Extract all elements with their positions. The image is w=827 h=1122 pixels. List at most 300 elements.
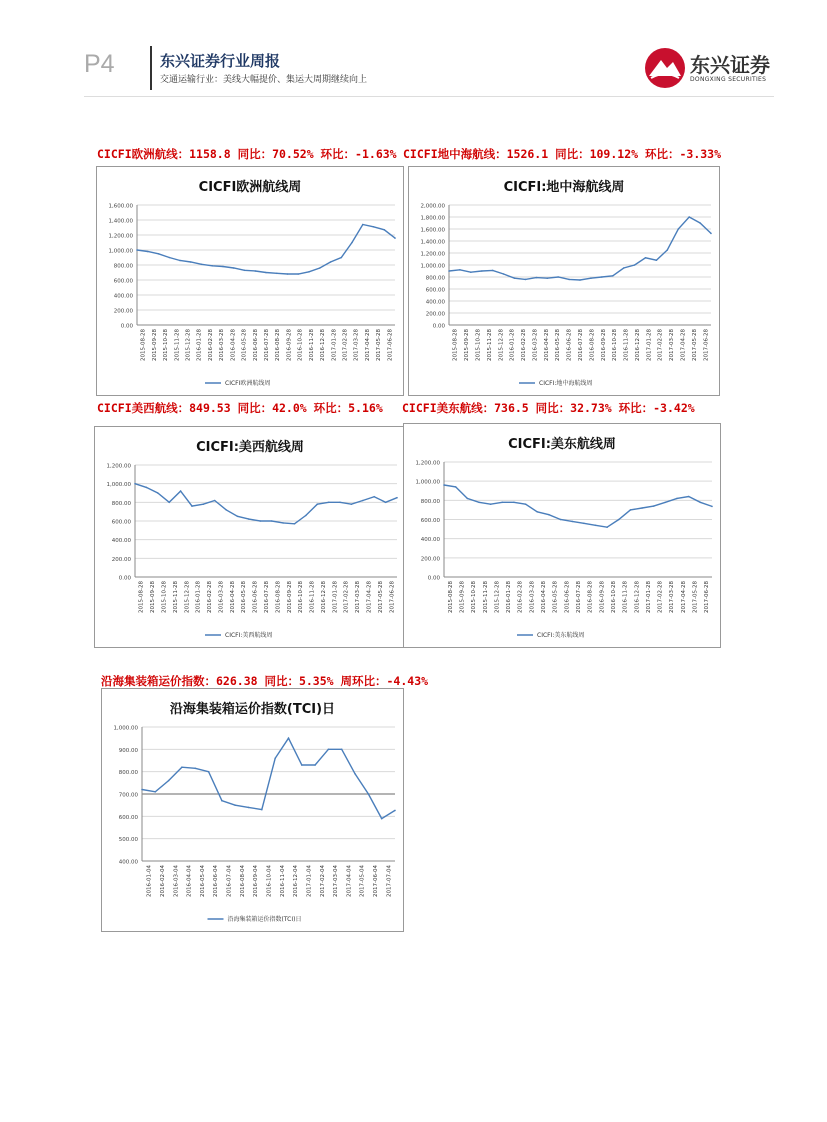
x-tick-label: 2016-10-28 [298, 581, 305, 613]
x-tick-label: 2016-03-28 [218, 581, 225, 613]
logo-english: DONGXING SECURITIES [690, 76, 767, 83]
x-tick-label: 2015-12-28 [184, 581, 191, 613]
x-tick-label: 2017-02-28 [657, 581, 664, 613]
x-tick-label: 2016-07-28 [578, 329, 584, 361]
data-point [368, 793, 370, 795]
data-point [271, 520, 273, 522]
y-tick-label: 1,600.00 [420, 227, 445, 234]
x-tick-label: 2016-09-04 [253, 865, 260, 897]
y-tick-label: 800.00 [113, 263, 133, 270]
data-point [514, 277, 516, 279]
series-line [142, 738, 395, 818]
x-tick-label: 2017-05-28 [376, 329, 383, 361]
data-point [711, 506, 713, 508]
chart-title: 沿海集装箱运价指数(TCI)日 [169, 702, 336, 717]
x-tick-label: 2017-05-28 [692, 581, 699, 613]
data-point [478, 502, 480, 504]
data-point [653, 505, 655, 507]
x-tick-label: 2015-11-28 [172, 581, 179, 613]
data-point [157, 492, 159, 494]
x-tick-label: 2017-06-28 [704, 581, 711, 613]
data-point [595, 525, 597, 527]
x-tick-label: 2016-08-28 [587, 581, 594, 613]
x-tick-label: 2017-06-04 [373, 865, 380, 897]
series-line [444, 485, 712, 527]
caption-europe: CICFI欧洲航线：1158.8 同比：70.52% 环比：-1.63% [97, 147, 397, 161]
x-tick-label: 2016-02-28 [521, 329, 528, 361]
data-point [503, 273, 505, 275]
x-tick-label: 2016-09-28 [599, 581, 606, 613]
logo-text: 东兴证券 [690, 53, 770, 77]
x-tick-label: 2017-04-28 [364, 329, 371, 361]
y-tick-label: 600.00 [420, 518, 440, 524]
x-tick-label: 2017-03-28 [355, 581, 362, 613]
x-tick-label: 2017-03-04 [333, 865, 340, 897]
data-point [443, 484, 445, 486]
x-tick-label: 2016-07-28 [264, 581, 270, 613]
x-tick-label: 2017-01-04 [306, 865, 313, 897]
y-tick-label: 400.00 [118, 859, 138, 866]
x-tick-label: 2015-09-28 [150, 581, 157, 613]
data-point [583, 523, 585, 525]
data-point [195, 768, 197, 770]
series-line [449, 217, 711, 280]
y-tick-label: 1,400.00 [420, 239, 445, 246]
y-tick-label: 2,000.00 [420, 203, 445, 210]
x-tick-label: 2017-06-28 [387, 329, 394, 361]
y-tick-label: 800.00 [420, 498, 440, 505]
y-tick-label: 1,200.00 [106, 463, 131, 470]
data-point [513, 502, 515, 504]
data-point [536, 277, 538, 279]
y-tick-label: 1,800.00 [420, 215, 445, 222]
y-tick-label: 600.00 [113, 278, 133, 285]
data-point [158, 253, 160, 255]
data-point [308, 271, 310, 273]
chart-mediterranean [408, 166, 720, 396]
data-point [351, 503, 353, 505]
data-point [260, 520, 262, 522]
x-tick-label: 2015-12-28 [185, 329, 192, 361]
x-tick-label: 2017-05-04 [359, 865, 366, 897]
x-tick-label: 2015-09-28 [151, 329, 158, 361]
y-tick-label: 700.00 [118, 792, 138, 799]
data-point [155, 791, 157, 793]
data-point [168, 502, 170, 504]
x-tick-label: 2017-02-04 [319, 865, 326, 897]
y-tick-label: 1,200.00 [415, 460, 440, 467]
data-point [282, 522, 284, 524]
data-point [699, 222, 701, 224]
data-point [314, 764, 316, 766]
x-tick-label: 2016-04-28 [543, 329, 550, 361]
data-point [448, 270, 450, 272]
x-tick-label: 2015-10-28 [475, 329, 482, 361]
data-point [481, 270, 483, 272]
x-tick-label: 2016-08-04 [239, 865, 246, 897]
x-tick-label: 2016-06-28 [252, 329, 259, 361]
data-point [208, 771, 210, 773]
data-point [319, 267, 321, 269]
chart-coastal-index [101, 688, 404, 932]
x-tick-label: 2016-06-28 [566, 329, 573, 361]
data-point [618, 519, 620, 521]
x-tick-label: 2015-10-28 [471, 581, 478, 613]
data-point [136, 249, 138, 251]
x-tick-label: 2016-02-28 [517, 581, 524, 613]
legend-label: CICFI:美东航线周 [537, 632, 585, 639]
x-tick-label: 2016-03-28 [219, 329, 226, 361]
x-tick-label: 2016-01-04 [146, 865, 153, 897]
x-tick-label: 2016-05-28 [552, 581, 559, 613]
data-point [579, 279, 581, 281]
x-tick-label: 2017-04-28 [680, 581, 687, 613]
y-tick-label: 1,400.00 [108, 218, 133, 225]
data-point [233, 267, 235, 269]
data-point [525, 279, 527, 281]
x-tick-label: 2017-03-28 [353, 329, 360, 361]
x-tick-label: 2016-08-28 [589, 329, 596, 361]
data-point [394, 810, 396, 812]
x-tick-label: 2016-11-28 [308, 329, 315, 361]
y-tick-label: 1,000.00 [113, 725, 138, 732]
y-tick-label: 200.00 [113, 308, 133, 315]
y-tick-label: 400.00 [113, 293, 133, 300]
y-tick-label: 500.00 [118, 837, 138, 844]
x-tick-label: 2016-05-28 [241, 581, 248, 613]
data-point [288, 737, 290, 739]
data-point [630, 509, 632, 511]
data-point [492, 270, 494, 272]
x-tick-label: 2017-02-28 [657, 329, 664, 361]
data-point [341, 257, 343, 259]
data-point [294, 523, 296, 525]
y-tick-label: 200.00 [425, 311, 445, 318]
chart-svg [409, 167, 719, 395]
x-tick-label: 2015-11-28 [174, 329, 181, 361]
x-tick-label: 2016-05-04 [199, 865, 206, 897]
legend-label: CICFI:地中海航线周 [539, 380, 593, 387]
data-point [276, 273, 278, 275]
y-tick-label: 0.00 [432, 323, 445, 330]
data-point [147, 251, 149, 253]
data-point [502, 502, 504, 504]
y-tick-label: 1,000.00 [108, 248, 133, 255]
x-tick-label: 2015-09-28 [464, 329, 471, 361]
x-tick-label: 2016-05-28 [241, 329, 248, 361]
chart-title: CICFI欧洲航线周 [198, 180, 302, 195]
data-point [221, 800, 223, 802]
data-point [255, 270, 257, 272]
data-point [656, 259, 658, 261]
x-tick-label: 2017-01-28 [331, 329, 338, 361]
series-line [135, 484, 397, 524]
x-tick-label: 2015-08-28 [452, 329, 459, 361]
caption-us-east: CICFI美东航线：736.5 同比：32.73% 环比：-3.42% [402, 401, 695, 415]
x-tick-label: 2016-08-28 [275, 581, 282, 613]
data-point [381, 818, 383, 820]
x-tick-label: 2016-04-28 [541, 581, 548, 613]
x-tick-label: 2017-03-28 [669, 329, 676, 361]
data-point [212, 265, 214, 267]
x-tick-label: 2016-03-04 [173, 865, 180, 897]
x-tick-label: 2017-04-04 [346, 865, 353, 897]
chart-svg [97, 167, 403, 395]
legend-label: CICFI:美西航线周 [225, 632, 273, 639]
data-point [274, 758, 276, 760]
y-tick-label: 0.00 [118, 575, 131, 582]
x-tick-label: 2016-06-28 [252, 581, 259, 613]
x-tick-label: 2016-01-28 [509, 329, 516, 361]
y-tick-label: 0.00 [120, 323, 133, 330]
data-point [190, 261, 192, 263]
y-tick-label: 200.00 [420, 556, 440, 563]
data-point [244, 270, 246, 272]
data-point [548, 514, 550, 516]
y-tick-label: 1,000.00 [420, 263, 445, 270]
y-tick-label: 400.00 [425, 299, 445, 306]
x-tick-label: 2016-01-28 [506, 581, 513, 613]
data-point [676, 498, 678, 500]
y-tick-label: 900.00 [118, 747, 138, 754]
data-point [222, 266, 224, 268]
x-tick-label: 2017-02-28 [343, 581, 350, 613]
y-tick-label: 1,600.00 [108, 203, 133, 210]
x-tick-label: 2015-09-28 [459, 581, 466, 613]
data-point [641, 507, 643, 509]
x-tick-label: 2016-01-28 [196, 329, 203, 361]
chart-us-east [403, 423, 721, 648]
y-tick-label: 200.00 [111, 556, 131, 563]
x-tick-label: 2015-12-28 [498, 329, 505, 361]
y-tick-label: 1,000.00 [106, 482, 131, 489]
x-tick-label: 2016-09-28 [600, 329, 607, 361]
logo-mark-icon [643, 46, 687, 90]
data-point [467, 498, 469, 500]
data-point [394, 237, 396, 239]
x-tick-label: 2017-02-28 [342, 329, 349, 361]
data-point [265, 272, 267, 274]
chart-us-west [94, 426, 406, 648]
data-point [568, 279, 570, 281]
data-point [305, 515, 307, 517]
x-tick-label: 2017-03-28 [669, 581, 676, 613]
x-tick-label: 2015-08-28 [138, 581, 145, 613]
data-point [179, 260, 181, 262]
data-point [248, 807, 250, 809]
legend-label: CICFI欧洲航线周 [225, 380, 271, 387]
x-tick-label: 2016-03-28 [529, 581, 536, 613]
y-tick-label: 600.00 [111, 519, 131, 526]
chart-svg [102, 689, 403, 931]
caption-mediterranean: CICFI地中海航线：1526.1 同比：109.12% 环比：-3.33% [403, 147, 722, 161]
caption-coastal-index: 沿海集装箱运价指数：626.38 同比：5.35% 周环比：-4.43% [101, 674, 429, 688]
x-tick-label: 2016-06-28 [564, 581, 571, 613]
data-point [181, 766, 183, 768]
x-tick-label: 2016-12-28 [320, 581, 327, 613]
x-tick-label: 2016-12-28 [634, 581, 641, 613]
chart-europe [96, 166, 404, 396]
data-point [203, 503, 205, 505]
chart-title: CICFI:美西航线周 [196, 440, 304, 455]
data-point [688, 496, 690, 498]
x-tick-label: 2017-06-28 [703, 329, 710, 361]
data-point [396, 497, 398, 499]
x-tick-label: 2016-04-28 [230, 329, 237, 361]
x-tick-label: 2016-09-28 [286, 581, 293, 613]
data-point [214, 500, 216, 502]
x-tick-label: 2016-04-28 [229, 581, 236, 613]
x-tick-label: 2017-01-28 [645, 581, 652, 613]
chart-svg [404, 424, 720, 647]
data-point [606, 526, 608, 528]
data-point [168, 780, 170, 782]
data-point [298, 273, 300, 275]
data-point [688, 216, 690, 218]
x-tick-label: 2016-02-28 [207, 581, 214, 613]
data-point [384, 229, 386, 231]
data-point [169, 257, 171, 259]
data-point [341, 749, 343, 751]
data-point [455, 486, 457, 488]
x-tick-label: 2017-05-28 [377, 581, 384, 613]
y-tick-label: 600.00 [425, 287, 445, 294]
chart-title: CICFI:地中海航线周 [503, 180, 625, 195]
data-point [667, 249, 669, 251]
x-tick-label: 2017-04-28 [366, 581, 373, 613]
data-point [141, 789, 143, 791]
data-point [571, 521, 573, 523]
series-line [137, 225, 395, 275]
data-point [645, 257, 647, 259]
x-tick-label: 2016-02-28 [207, 329, 214, 361]
report-subtitle: 交通运输行业：美线大幅提价、集运大周期继续向上 [160, 75, 368, 85]
data-point [373, 226, 375, 228]
legend-label: 沿海集装箱运价指数(TCI)日 [227, 916, 302, 923]
y-tick-label: 1,000.00 [415, 479, 440, 486]
data-point [234, 804, 236, 806]
caption-us-west: CICFI美西航线：849.53 同比：42.0% 环比：5.16% [97, 401, 383, 415]
data-point [146, 487, 148, 489]
x-tick-label: 2016-07-28 [264, 329, 270, 361]
data-point [536, 511, 538, 513]
data-point [373, 496, 375, 498]
x-tick-label: 2016-09-28 [286, 329, 293, 361]
x-tick-label: 2015-08-28 [447, 581, 454, 613]
data-point [261, 809, 263, 811]
x-tick-label: 2016-12-28 [634, 329, 641, 361]
data-point [354, 773, 356, 775]
data-point [339, 502, 341, 504]
x-tick-label: 2017-01-28 [332, 581, 339, 613]
x-tick-label: 2016-06-04 [213, 865, 220, 897]
header-divider [150, 46, 152, 90]
data-point [490, 503, 492, 505]
y-tick-label: 800.00 [118, 770, 138, 777]
x-tick-label: 2016-10-04 [266, 865, 273, 897]
report-title: 东兴证券行业周报 [160, 52, 281, 70]
data-point [317, 503, 319, 505]
y-tick-label: 400.00 [420, 537, 440, 544]
x-tick-label: 2016-12-04 [293, 865, 300, 897]
x-tick-label: 2017-05-28 [691, 329, 698, 361]
x-tick-label: 2016-11-04 [279, 865, 286, 897]
data-point [328, 749, 330, 751]
chart-title: CICFI:美东航线周 [508, 437, 616, 452]
x-tick-label: 2015-10-28 [163, 329, 170, 361]
x-tick-label: 2016-11-28 [309, 581, 316, 613]
x-tick-label: 2016-10-28 [297, 329, 304, 361]
x-tick-label: 2015-11-28 [486, 329, 493, 361]
y-tick-label: 800.00 [111, 500, 131, 507]
data-point [612, 275, 614, 277]
x-tick-label: 2015-10-28 [161, 581, 168, 613]
data-point [525, 503, 527, 505]
data-point [134, 483, 136, 485]
data-point [700, 502, 702, 504]
data-point [362, 500, 364, 502]
data-point [201, 264, 203, 266]
x-tick-label: 2017-04-28 [680, 329, 687, 361]
data-point [601, 276, 603, 278]
data-point [590, 277, 592, 279]
x-tick-label: 2016-01-28 [195, 581, 202, 613]
x-tick-label: 2015-08-28 [140, 329, 147, 361]
data-point [301, 764, 303, 766]
x-tick-label: 2016-05-28 [555, 329, 562, 361]
y-tick-label: 400.00 [111, 538, 131, 545]
x-tick-label: 2016-04-04 [186, 865, 193, 897]
x-tick-label: 2016-03-28 [532, 329, 539, 361]
x-tick-label: 2015-11-28 [482, 581, 489, 613]
x-tick-label: 2016-10-28 [612, 329, 619, 361]
page-number: P4 [84, 50, 115, 78]
x-tick-label: 2016-10-28 [610, 581, 617, 613]
data-point [557, 276, 559, 278]
x-tick-label: 2016-02-04 [159, 865, 166, 897]
data-point [287, 273, 289, 275]
y-tick-label: 1,200.00 [420, 251, 445, 258]
data-point [710, 233, 712, 235]
data-point [237, 516, 239, 518]
chart-svg [95, 427, 405, 647]
data-point [248, 518, 250, 520]
data-point [362, 224, 364, 226]
data-point [470, 271, 472, 273]
y-tick-label: 600.00 [118, 814, 138, 821]
data-point [385, 502, 387, 504]
y-tick-label: 1,200.00 [108, 233, 133, 240]
data-point [351, 242, 353, 244]
data-point [330, 261, 332, 263]
x-tick-label: 2017-01-28 [646, 329, 653, 361]
data-point [180, 490, 182, 492]
x-tick-label: 2017-07-04 [386, 865, 393, 897]
x-tick-label: 2016-07-04 [226, 865, 233, 897]
data-point [191, 505, 193, 507]
x-tick-label: 2016-07-28 [576, 581, 582, 613]
data-point [328, 502, 330, 504]
x-tick-label: 2017-06-28 [389, 581, 396, 613]
x-tick-label: 2015-12-28 [494, 581, 501, 613]
data-point [459, 269, 461, 271]
data-point [678, 228, 680, 230]
data-point [547, 277, 549, 279]
data-point [560, 519, 562, 521]
y-tick-label: 0.00 [427, 575, 440, 582]
data-point [623, 267, 625, 269]
company-logo [643, 46, 773, 90]
